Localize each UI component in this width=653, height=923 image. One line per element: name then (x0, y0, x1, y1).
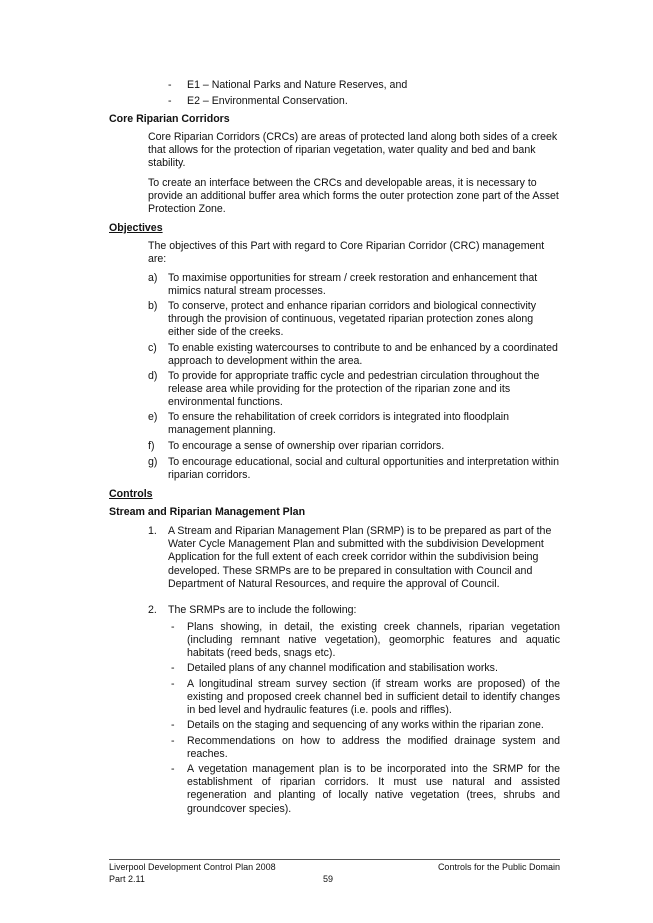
bullet-dash: - (171, 678, 175, 690)
list-item: To maximise opportunities for stream / creek restoration and enhancement that mimics natural stream processes. (168, 272, 538, 298)
sub-list-item: Details on the staging and sequencing of any works within the riparian zone. (187, 719, 544, 731)
list-item: E1 – National Parks and Nature Reserves, and (187, 79, 408, 91)
footer-document-title: Liverpool Development Control Plan 2008 (109, 862, 276, 872)
list-item: To conserve, protect and enhance riparian corridors and biological connectivity through the provision of continuous, vegetated riparian protection zones along either side of the creeks. (168, 300, 537, 339)
list-label: g) (148, 456, 158, 468)
section-heading-controls: Controls (109, 488, 153, 500)
sub-list-item: Recommendations on how to address the modified drainage system and reaches. (187, 735, 560, 761)
bullet-dash: - (171, 662, 175, 674)
list-label: c) (148, 342, 157, 354)
paragraph: Core Riparian Corridors (CRCs) are areas of protected land along both sides of a creek that allows for the protection of riparian vegetation, water quality and bed and bank stability. (148, 131, 558, 170)
list-item: To provide for appropriate traffic cycle and pedestrian circulation throughout the release area while providing for the protection of the riparian zone and its environmental functions. (168, 370, 540, 409)
sub-list-item: Detailed plans of any channel modification and stabilisation works. (187, 662, 498, 674)
sub-list-item: A vegetation management plan is to be incorporated into the SRMP for the establishment of riparian corridors. It must use natural and assisted regeneration and planting of locally native vegetation (trees, shrubs and groundcover species). (187, 763, 560, 815)
paragraph: To create an interface between the CRCs and developable areas, it is necessary to provide an additional buffer area which forms the outer protection zone part of the Asset Protection Zone. (148, 177, 559, 216)
list-item: A Stream and Riparian Management Plan (SRMP) is to be prepared as part of the Water Cycle Management Plan and submitted with the subdivision Development Application for the full extent of each creek corridor within the subdivision being developed. These SRMPs are to be prepared in consultation with Council and Department of Natural Resources, and require the approval of Council. (168, 525, 552, 590)
bullet-dash: - (171, 735, 175, 747)
bullet-dash: - (168, 95, 172, 107)
page-number: 59 (322, 874, 333, 884)
subsection-heading: Stream and Riparian Management Plan (109, 506, 306, 518)
footer-part: Part 2.11 (109, 874, 145, 884)
list-label: a) (148, 272, 158, 284)
bullet-dash: - (171, 719, 175, 731)
list-label: f) (148, 440, 155, 452)
list-label: b) (148, 300, 158, 312)
footer-rule (109, 859, 560, 860)
list-item: To encourage a sense of ownership over riparian corridors. (168, 440, 445, 452)
list-item: The SRMPs are to include the following: (168, 604, 357, 616)
list-item: To enable existing watercourses to contribute to and be enhanced by a coordinated approach to development within the area. (168, 342, 558, 368)
list-item: To encourage educational, social and cultural opportunities and interpretation within riparian corridors. (168, 456, 560, 482)
footer-section: Controls for the Public Domain (437, 862, 560, 872)
section-heading-core-riparian: Core Riparian Corridors (109, 113, 230, 125)
list-label: d) (148, 370, 158, 382)
list-label: e) (148, 411, 158, 423)
list-item: To ensure the rehabilitation of creek corridors is integrated into floodplain management planning. (168, 411, 509, 437)
paragraph: The objectives of this Part with regard to Core Riparian Corridor (CRC) management are: (148, 240, 545, 266)
sub-list-item: A longitudinal stream survey section (if stream works are proposed) of the existing and proposed creek channel bed in sufficient detail to identify changes in bed level and hydraulic features (i.e. pools and riffles). (187, 678, 560, 717)
sub-list-item: Plans showing, in detail, the existing creek channels, riparian vegetation (including remnant native vegetation), geomorphic features and aquatic habitats (reed beds, snags etc). (187, 621, 560, 660)
bullet-dash: - (168, 79, 172, 91)
bullet-dash: - (171, 621, 175, 633)
section-heading-objectives: Objectives (109, 222, 163, 234)
bullet-dash: - (171, 763, 175, 775)
list-label: 1. (148, 525, 157, 537)
list-label: 2. (148, 604, 157, 616)
list-item: E2 – Environmental Conservation. (187, 95, 348, 107)
